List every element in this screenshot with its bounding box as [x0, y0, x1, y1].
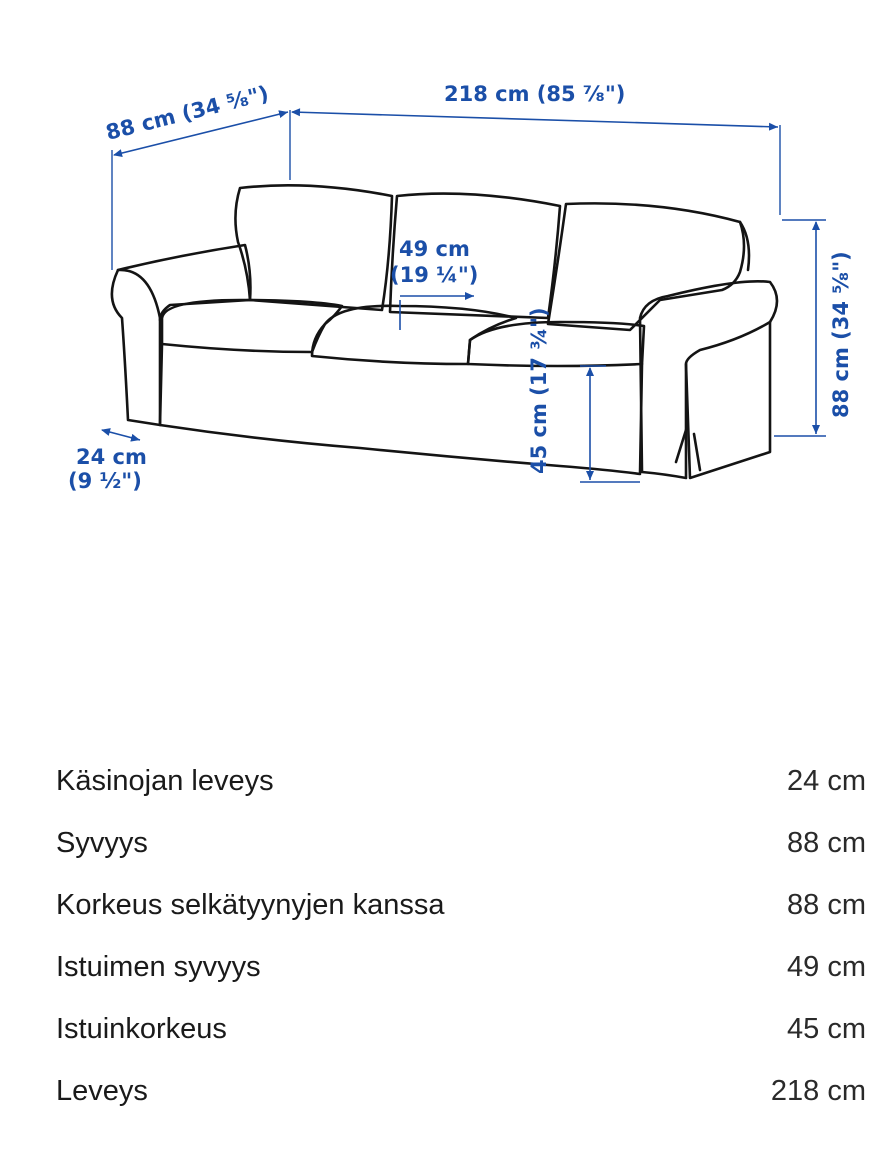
sofa-dimension-diagram [0, 0, 892, 560]
spec-value: 88 cm [787, 888, 866, 921]
depth-label: 88 cm (34 ⁵⁄₈") [103, 81, 272, 145]
spec-label: Korkeus selkätyynyjen kanssa [56, 888, 445, 921]
dimensions-spec-list [56, 750, 866, 1122]
seat-height-label: 45 cm (17 ¾") [527, 307, 551, 474]
spec-row-armrest-width [56, 750, 866, 812]
spec-label: Leveys [56, 1074, 148, 1107]
spec-value: 88 cm [787, 826, 866, 859]
spec-row-seat-height [56, 998, 866, 1060]
spec-value: 49 cm [787, 950, 866, 983]
spec-row-depth [56, 812, 866, 874]
spec-label: Käsinojan leveys [56, 764, 274, 797]
spec-label: Syvyys [56, 826, 148, 859]
width-label: 218 cm (85 ⁷⁄₈") [444, 82, 626, 106]
armrest-cm: 24 cm [76, 445, 147, 469]
spec-value: 45 cm [787, 1012, 866, 1045]
seat-depth-cm: 49 cm [399, 237, 470, 261]
spec-label: Istuimen syvyys [56, 950, 261, 983]
sofa-drawing [112, 185, 777, 478]
spec-row-height-with-back-cushions [56, 874, 866, 936]
armrest-in: (9 ½") [68, 469, 142, 493]
dimension-annotations [68, 81, 853, 493]
sofa-illustration [0, 0, 892, 560]
spec-value: 24 cm [787, 764, 866, 797]
spec-label: Istuinkorkeus [56, 1012, 227, 1045]
spec-value: 218 cm [770, 1074, 866, 1107]
seat-depth-in: (19 ¼") [390, 263, 479, 287]
spec-row-seat-depth [56, 936, 866, 998]
spec-row-width [56, 1060, 866, 1122]
height-label: 88 cm (34 ⁵⁄₈") [829, 251, 853, 418]
